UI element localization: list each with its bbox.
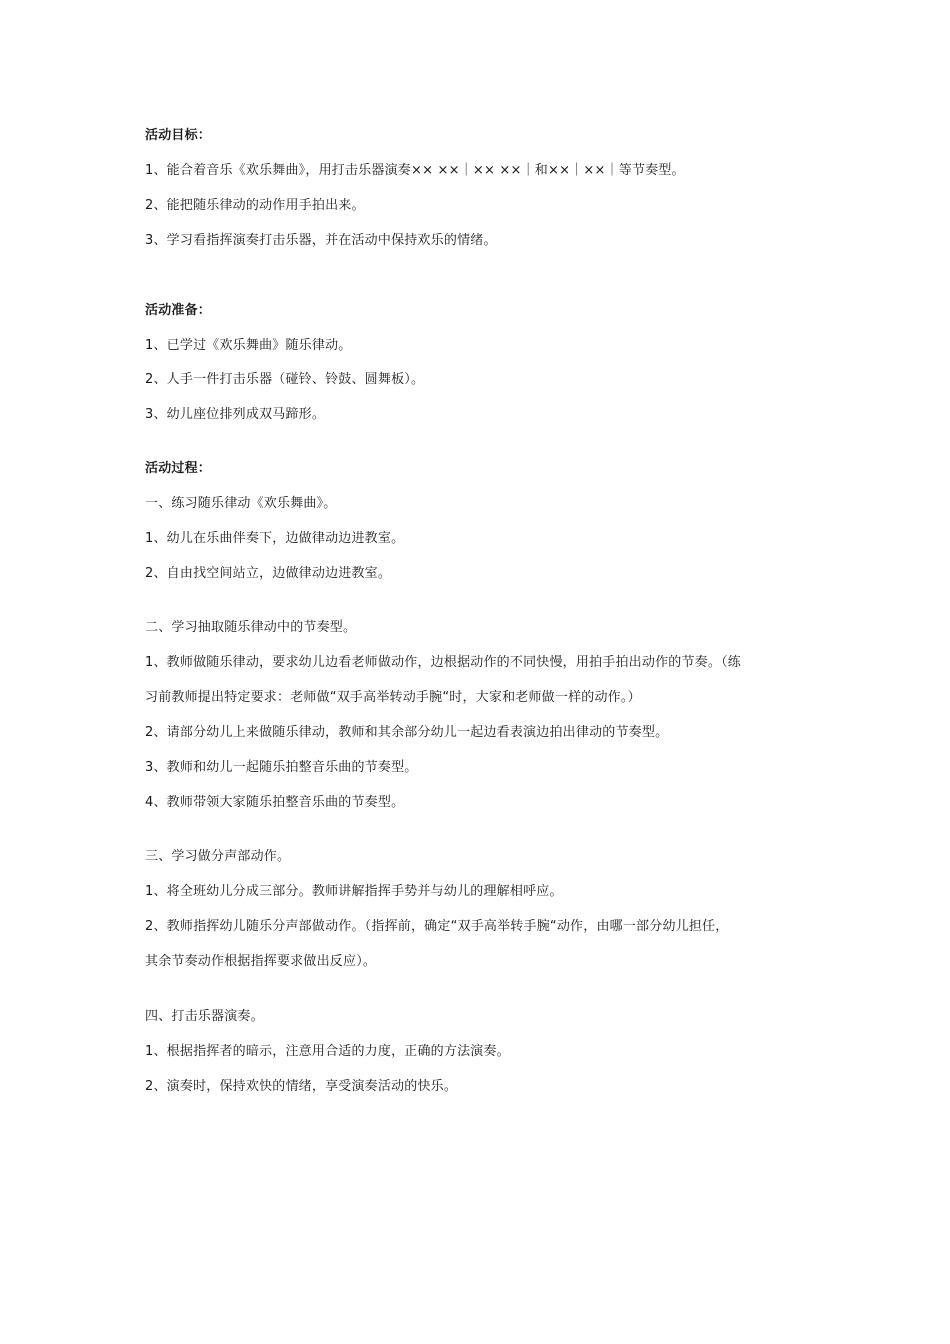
goals-item: 2、能把随乐律动的动作用手拍出来。 [145,198,365,213]
process-part3-item1: 1、将全班幼儿分成三部分。教师讲解指挥手势并与幼儿的理解相呼应。 [145,884,563,899]
process-part1-title: 一、练习随乐律动《欢乐舞曲》。 [145,496,337,511]
process-part3-item2-line1: 2、教师指挥幼儿随乐分声部做动作。（指挥前，确定“双手高举转手腕“动作，由哪一部分幼儿担任， [145,919,729,934]
preparation-item: 3、幼儿座位排列成双马蹄形。 [145,407,326,422]
process-heading: 活动过程： [145,461,212,476]
preparation-heading: 活动准备： [145,303,212,318]
process-part1-item: 1、幼儿在乐曲伴奏下，边做律动边进教室。 [145,531,405,546]
process-part2-item: 4、教师带领大家随乐拍整音乐曲的节奏型。 [145,795,405,810]
preparation-item: 2、人手一件打击乐器（碰铃、铃鼓、圆舞板）。 [145,372,425,387]
goals-item: 3、学习看指挥演奏打击乐器，并在活动中保持欢乐的情绪。 [145,233,497,248]
preparation-item: 1、已学过《欢乐舞曲》随乐律动。 [145,338,352,353]
process-part3-item2-line2: 其余节奏动作根据指挥要求做出反应）。 [145,954,377,969]
process-part2-item: 3、教师和幼儿一起随乐拍整音乐曲的节奏型。 [145,760,418,775]
goals-heading: 活动目标： [145,128,212,143]
process-part1-item: 2、自由找空间站立，边做律动边进教室。 [145,566,392,581]
process-part2-item: 2、请部分幼儿上来做随乐律动，教师和其余部分幼儿一起边看表演边拍出律动的节奏型。 [145,725,669,740]
process-part4-item: 2、演奏时，保持欢快的情绪，享受演奏活动的快乐。 [145,1079,458,1094]
process-part4-item: 1、根据指挥者的暗示，注意用合适的力度，正确的方法演奏。 [145,1044,510,1059]
process-part3-title: 三、学习做分声部动作。 [145,849,291,864]
process-part2-item1-line2: 习前教师提出特定要求：老师做“双手高举转动手腕“时，大家和老师做一样的动作。） [145,690,641,705]
process-part2-item1-line1: 1、教师做随乐律动，要求幼儿边看老师做动作，边根据动作的不同快慢，用拍手拍出动作的节奏。（练 [145,655,741,670]
process-part4-title: 四、打击乐器演奏。 [145,1009,264,1024]
goals-item: 1、能合着音乐《欢乐舞曲》，用打击乐器演奏×× ××｜×× ××｜和××｜××｜等节奏型。 [145,163,685,178]
process-part2-title: 二、学习抽取随乐律动中的节奏型。 [145,620,357,635]
